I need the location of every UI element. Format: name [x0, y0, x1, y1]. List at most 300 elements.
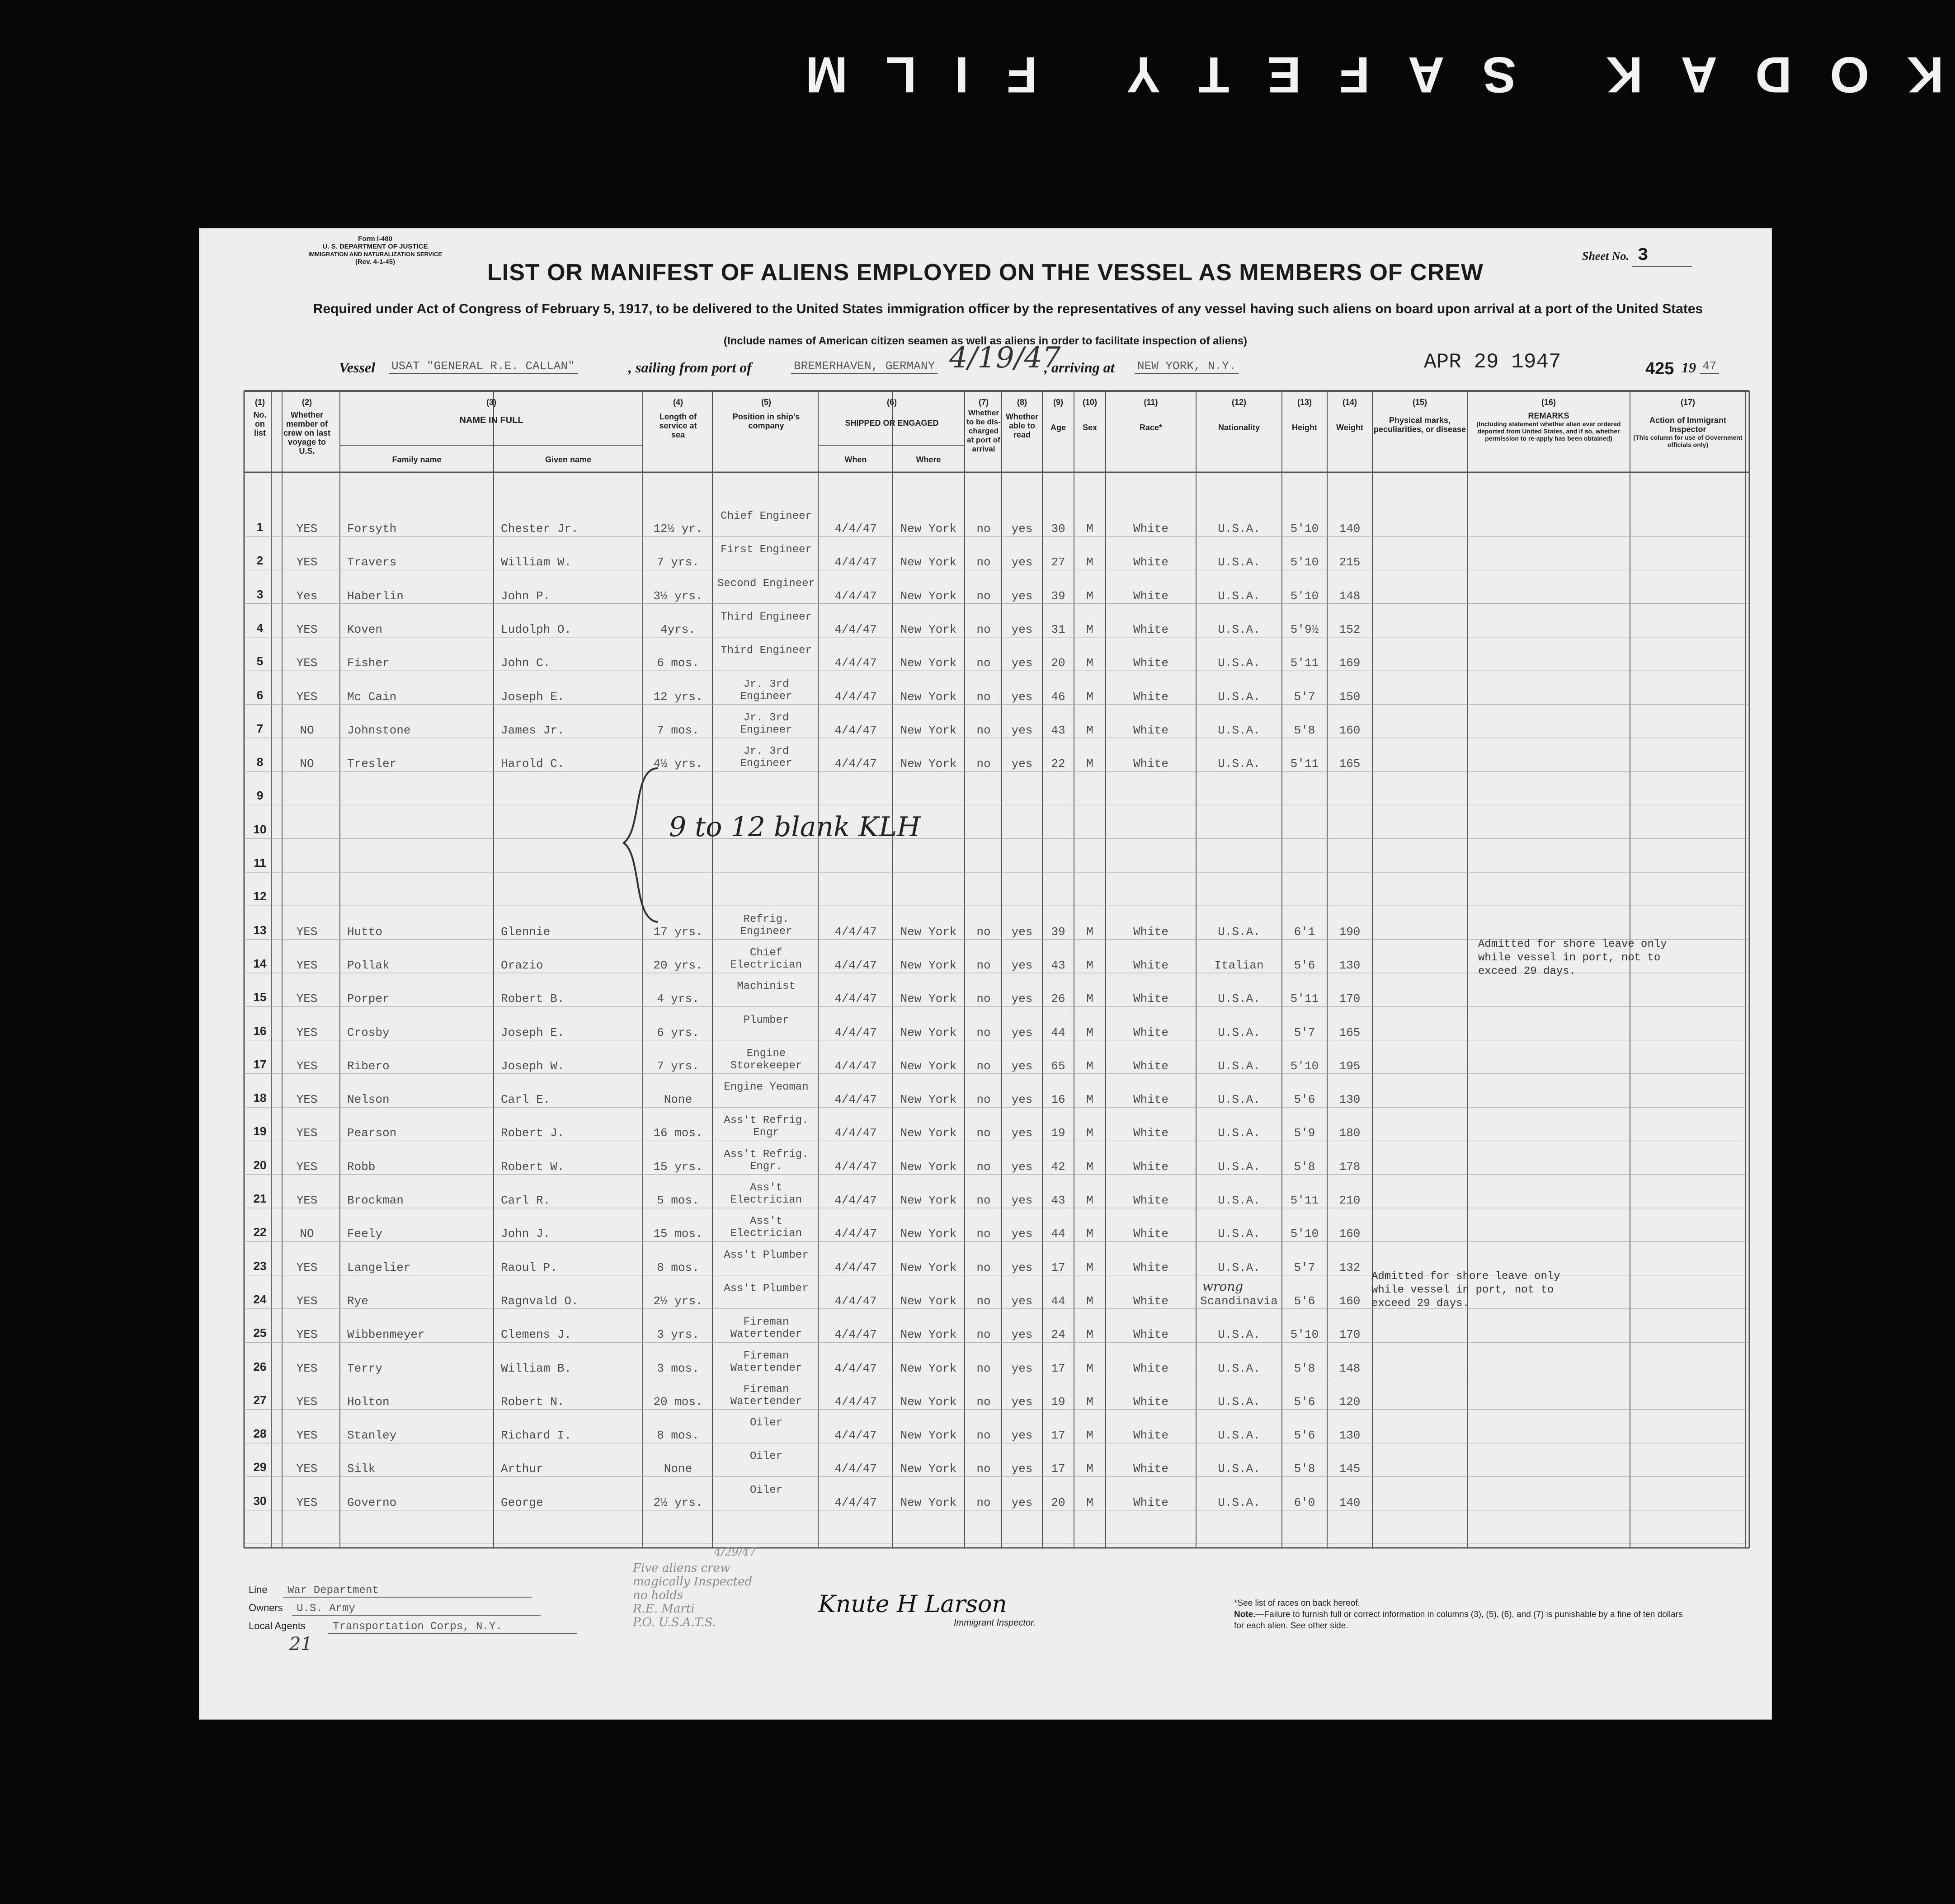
- cell-family: Nelson: [347, 1093, 390, 1107]
- cell-discharged: no: [976, 522, 991, 536]
- cell-when: 4/4/47: [834, 1025, 877, 1039]
- cell-weight: 210: [1339, 1194, 1361, 1207]
- cell-where: New York: [900, 1495, 957, 1509]
- page-number: 425: [1645, 359, 1674, 378]
- cell-weight: 150: [1339, 690, 1361, 704]
- penalty-note: Note.—Failure to furnish full or correct information in columns (3), (5), (6), and (7) is punishable by a fine of ten dollars for each alien. See other side.: [1234, 1610, 1683, 1631]
- cell-position: Plumber: [743, 1014, 789, 1026]
- row-number: 21: [253, 1192, 267, 1205]
- cell-family: Pearson: [347, 1126, 397, 1140]
- cell-crew: YES: [296, 1126, 318, 1140]
- cell-when: 4/4/47: [834, 1495, 877, 1509]
- cell-race: White: [1133, 1093, 1168, 1107]
- cell-discharged: no: [976, 958, 991, 972]
- cell-service: 3 yrs.: [657, 1328, 699, 1342]
- cell-position: Fireman Watertender: [730, 1349, 802, 1374]
- cell-nationality: U.S.A.: [1218, 1160, 1260, 1174]
- cell-given: Robert B.: [501, 992, 565, 1006]
- cell-height: 5'6: [1294, 1093, 1315, 1107]
- cell-height: 5'8: [1294, 1361, 1315, 1375]
- cell-given: Carl E.: [501, 1093, 551, 1107]
- cell-where: New York: [900, 1260, 957, 1274]
- cell-where: New York: [900, 1395, 957, 1409]
- cell-nationality: U.S.A.: [1218, 925, 1260, 939]
- cell-service: 2½ yrs.: [653, 1495, 703, 1509]
- inspector-label: Immigrant Inspector.: [954, 1618, 1036, 1628]
- cell-read: yes: [1011, 1025, 1033, 1039]
- cell-weight: 165: [1339, 757, 1361, 771]
- footer-line: Line War Department: [249, 1584, 532, 1598]
- cell-discharged: no: [976, 622, 991, 636]
- cell-service: 20 yrs.: [653, 958, 703, 972]
- cell-crew: YES: [296, 1429, 318, 1443]
- row-number: 25: [253, 1326, 267, 1340]
- cell-read: yes: [1011, 723, 1033, 737]
- cell-sex: M: [1086, 757, 1093, 771]
- cell-race: White: [1133, 1059, 1168, 1073]
- cell-race: White: [1133, 757, 1168, 771]
- cell-given: John C.: [501, 656, 551, 670]
- cell-position: Ass't Plumber: [724, 1282, 809, 1295]
- cell-crew: NO: [300, 1227, 314, 1241]
- cell-nationality: U.S.A.: [1218, 622, 1260, 636]
- row-number: 29: [253, 1460, 267, 1474]
- cell-family: Travers: [347, 555, 397, 569]
- cell-nationality: U.S.A.: [1218, 1328, 1260, 1342]
- cell-service: 7 yrs.: [657, 1059, 699, 1073]
- cell-given: Ragnvald O.: [501, 1294, 579, 1308]
- cell-weight: 130: [1339, 1429, 1361, 1443]
- cell-sex: M: [1086, 656, 1093, 670]
- cell-given: Arthur: [501, 1462, 543, 1476]
- cell-family: Terry: [347, 1361, 383, 1375]
- cell-nationality: U.S.A.: [1218, 1126, 1260, 1140]
- cell-read: yes: [1011, 925, 1033, 939]
- cell-given: Carl R.: [501, 1194, 551, 1207]
- cell-crew: Yes: [296, 589, 318, 603]
- cell-family: Brockman: [347, 1194, 404, 1207]
- cell-given: William B.: [501, 1361, 572, 1375]
- cell-where: New York: [900, 1025, 957, 1039]
- cell-read: yes: [1011, 1328, 1033, 1342]
- cell-read: yes: [1011, 1227, 1033, 1241]
- cell-sex: M: [1086, 1025, 1093, 1039]
- cell-where: New York: [900, 925, 957, 939]
- blank-rows-note: 9 to 12 blank KLH: [669, 811, 921, 843]
- cell-age: 27: [1051, 555, 1065, 569]
- cell-position: Ass't Refrig. Engr.: [724, 1148, 809, 1173]
- cell-age: 16: [1051, 1093, 1065, 1107]
- cell-age: 17: [1051, 1361, 1065, 1375]
- cell-given: Joseph W.: [501, 1059, 565, 1073]
- form-title: LIST OR MANIFEST OF ALIENS EMPLOYED ON THE VESSEL AS MEMBERS OF CREW: [487, 259, 1484, 286]
- cell-when: 4/4/47: [834, 1227, 877, 1241]
- cell-crew: YES: [296, 1395, 318, 1409]
- row-number: 28: [253, 1427, 267, 1441]
- cell-nationality: U.S.A.: [1218, 1227, 1260, 1241]
- row-number: 26: [253, 1359, 267, 1373]
- cell-nationality: U.S.A.: [1218, 992, 1260, 1006]
- row-number: 27: [253, 1393, 267, 1407]
- cell-position: Second Engineer: [717, 577, 815, 590]
- cell-where: New York: [900, 1462, 957, 1476]
- cell-discharged: no: [976, 1059, 991, 1073]
- cell-height: 5'7: [1294, 1260, 1315, 1274]
- cell-where: New York: [900, 958, 957, 972]
- remark-row-24: Admitted for shore leave only while vessel in port, not to exceed 29 days.: [1371, 1270, 1560, 1310]
- cell-crew: YES: [296, 1260, 318, 1274]
- cell-age: 43: [1051, 723, 1065, 737]
- cell-position: Oiler: [749, 1417, 782, 1429]
- cell-where: New York: [900, 656, 957, 670]
- cell-race: White: [1133, 1260, 1168, 1274]
- row-number: 2: [256, 554, 264, 568]
- cell-service: 3½ yrs.: [653, 589, 703, 603]
- inspector-signature: Knute H Larson: [818, 1591, 1007, 1618]
- cell-crew: YES: [296, 1462, 318, 1476]
- cell-discharged: no: [976, 1025, 991, 1039]
- cell-sex: M: [1086, 589, 1093, 603]
- cell-sex: M: [1086, 1462, 1093, 1476]
- cell-race: White: [1133, 1495, 1168, 1509]
- cell-service: 8 mos.: [657, 1429, 699, 1443]
- cell-family: Mc Cain: [347, 690, 397, 704]
- cell-crew: YES: [296, 690, 318, 704]
- cell-crew: YES: [296, 622, 318, 636]
- cell-given: Joseph E.: [501, 1025, 565, 1039]
- manifest-sheet: [199, 228, 1772, 1720]
- row-number: 14: [253, 956, 267, 970]
- cell-sex: M: [1086, 723, 1093, 737]
- cell-family: Rye: [347, 1294, 368, 1308]
- cell-where: New York: [900, 1361, 957, 1375]
- cell-crew: YES: [296, 522, 318, 536]
- cell-where: New York: [900, 555, 957, 569]
- col-5-header: (5) Position in ship's company: [732, 398, 800, 430]
- cell-age: 65: [1051, 1059, 1065, 1073]
- cell-family: Haberlin: [347, 589, 404, 603]
- cell-service: 5 mos.: [657, 1194, 699, 1207]
- cell-nationality: U.S.A.: [1218, 1093, 1260, 1107]
- cell-when: 4/4/47: [834, 992, 877, 1006]
- cell-given: William W.: [501, 555, 572, 569]
- cell-sex: M: [1086, 1160, 1093, 1174]
- col-13-header: (13) Height: [1292, 398, 1317, 432]
- cell-race: White: [1133, 1395, 1168, 1409]
- cell-sex: M: [1086, 925, 1093, 939]
- cell-when: 4/4/47: [834, 1294, 877, 1308]
- cell-discharged: no: [976, 925, 991, 939]
- cell-when: 4/4/47: [834, 1328, 877, 1342]
- cell-discharged: no: [976, 757, 991, 771]
- cell-height: 5'11: [1290, 992, 1319, 1006]
- cell-nationality: U.S.A.: [1218, 555, 1260, 569]
- cell-when: 4/4/47: [834, 1059, 877, 1073]
- cell-position: Chief Electrician: [730, 946, 802, 971]
- cell-position: Chief Engineer: [721, 510, 812, 522]
- row-number: 30: [253, 1494, 267, 1508]
- cell-sex: M: [1086, 1328, 1093, 1342]
- shipped-when-header: When: [844, 455, 867, 464]
- cell-read: yes: [1011, 656, 1033, 670]
- cell-discharged: no: [976, 1495, 991, 1509]
- row-number: 22: [253, 1225, 267, 1239]
- cell-height: 5'11: [1290, 757, 1319, 771]
- col-9-header: (9) Age: [1050, 398, 1066, 432]
- handwritten-date: 4/19/47: [949, 341, 1061, 375]
- pencil-inspection-note: Five aliens crew magically Inspected no holds R.E. Marti P.O. U.S.A.T.S.: [633, 1561, 753, 1629]
- row-number: 15: [253, 990, 267, 1004]
- cell-race: White: [1133, 1126, 1168, 1140]
- cell-weight: 165: [1339, 1025, 1361, 1039]
- cell-given: Robert N.: [501, 1395, 565, 1409]
- cell-nationality: U.S.A.: [1218, 690, 1260, 704]
- cell-crew: YES: [296, 1328, 318, 1342]
- pencil-date: 4/29/47: [714, 1546, 756, 1558]
- cell-height: 5'9: [1294, 1126, 1315, 1140]
- cell-discharged: no: [976, 690, 991, 704]
- cell-family: Governo: [347, 1495, 397, 1509]
- cell-discharged: no: [976, 656, 991, 670]
- cell-position: Oiler: [749, 1484, 782, 1496]
- cell-race: White: [1133, 656, 1168, 670]
- cell-where: New York: [900, 1059, 957, 1073]
- cell-height: 5'6: [1294, 1395, 1315, 1409]
- cell-family: Hutto: [347, 925, 383, 939]
- cell-position: Jr. 3rd Engineer: [740, 678, 792, 703]
- cell-weight: 215: [1339, 555, 1361, 569]
- col-1-header: (1) No. on list: [253, 398, 267, 437]
- cell-service: 20 mos.: [653, 1395, 703, 1409]
- cell-read: yes: [1011, 1126, 1033, 1140]
- cell-service: 12 yrs.: [653, 690, 703, 704]
- vessel-line: Vessel USAT "GENERAL R.E. CALLAN" , sailing from port of BREMERHAVEN, GERMANY , arriving at NEW YORK, N.Y. 19 47: [339, 354, 1758, 381]
- cell-height: 5'6: [1294, 1294, 1315, 1308]
- form-identifier: Form I-480 U. S. DEPARTMENT OF JUSTICE IMMIGRATION AND NATURALIZATION SERVICE (Rev. 4-1-45): [308, 235, 443, 266]
- cell-height: 5'6: [1294, 958, 1315, 972]
- sailing-port: BREMERHAVEN, GERMANY: [791, 359, 937, 374]
- cell-discharged: no: [976, 1160, 991, 1174]
- col-3-header: (3) NAME IN FULL: [459, 398, 523, 425]
- cell-where: New York: [900, 522, 957, 536]
- col-4-header: (4) Length of service at sea: [659, 398, 697, 439]
- cell-read: yes: [1011, 522, 1033, 536]
- cell-discharged: no: [976, 1194, 991, 1207]
- cell-read: yes: [1011, 555, 1033, 569]
- cell-crew: YES: [296, 1495, 318, 1509]
- cell-race: White: [1133, 690, 1168, 704]
- cell-discharged: no: [976, 1462, 991, 1476]
- cell-weight: 148: [1339, 589, 1361, 603]
- cell-discharged: no: [976, 1126, 991, 1140]
- cell-service: None: [664, 1462, 692, 1476]
- cell-nationality: U.S.A.: [1218, 1462, 1260, 1476]
- cell-position: Third Engineer: [721, 644, 812, 657]
- cell-discharged: no: [976, 1227, 991, 1241]
- col-12-header: (12) Nationality: [1218, 398, 1260, 432]
- cell-sex: M: [1086, 1227, 1093, 1241]
- col-10-header: (10) Sex: [1082, 398, 1098, 432]
- cell-service: 7 mos.: [657, 723, 699, 737]
- cell-height: 5'8: [1294, 723, 1315, 737]
- cell-race: White: [1133, 555, 1168, 569]
- cell-weight: 152: [1339, 622, 1361, 636]
- cell-when: 4/4/47: [834, 1260, 877, 1274]
- cell-height: 5'10: [1290, 1059, 1319, 1073]
- cell-where: New York: [900, 1294, 957, 1308]
- cell-service: 4½ yrs.: [653, 757, 703, 771]
- cell-nationality: U.S.A.: [1218, 589, 1260, 603]
- row-number: 11: [254, 856, 266, 870]
- cell-family: Feely: [347, 1227, 383, 1241]
- cell-where: New York: [900, 589, 957, 603]
- cell-discharged: no: [976, 589, 991, 603]
- cell-discharged: no: [976, 1260, 991, 1274]
- col-11-header: (11) Race*: [1139, 398, 1163, 432]
- cell-age: 46: [1051, 690, 1065, 704]
- cell-sex: M: [1086, 1429, 1093, 1443]
- cell-age: 39: [1051, 925, 1065, 939]
- cell-when: 4/4/47: [834, 723, 877, 737]
- cell-when: 4/4/47: [834, 656, 877, 670]
- cell-when: 4/4/47: [834, 1093, 877, 1107]
- cell-height: 5'11: [1290, 656, 1319, 670]
- cell-family: Tresler: [347, 757, 397, 771]
- cell-crew: YES: [296, 1361, 318, 1375]
- cell-sex: M: [1086, 1495, 1093, 1509]
- cell-sex: M: [1086, 522, 1093, 536]
- cell-height: 5'10: [1290, 1328, 1319, 1342]
- cell-age: 44: [1051, 1227, 1065, 1241]
- cell-crew: YES: [296, 1025, 318, 1039]
- cell-given: James Jr.: [501, 723, 565, 737]
- cell-weight: 120: [1339, 1395, 1361, 1409]
- cell-family: Holton: [347, 1395, 390, 1409]
- cell-race: White: [1133, 522, 1168, 536]
- cell-family: Silk: [347, 1462, 376, 1476]
- cell-given: Robert W.: [501, 1160, 565, 1174]
- cell-age: 17: [1051, 1462, 1065, 1476]
- cell-crew: YES: [296, 958, 318, 972]
- cell-service: 6 mos.: [657, 656, 699, 670]
- cell-age: 17: [1051, 1429, 1065, 1443]
- cell-read: yes: [1011, 1462, 1033, 1476]
- cell-service: 7 yrs.: [657, 555, 699, 569]
- cell-race: White: [1133, 1328, 1168, 1342]
- row-number: 8: [256, 755, 264, 769]
- cell-family: Forsyth: [347, 522, 397, 536]
- cell-sex: M: [1086, 1126, 1093, 1140]
- cell-when: 4/4/47: [834, 522, 877, 536]
- cell-nationality: U.S.A.: [1218, 522, 1260, 536]
- cell-age: 44: [1051, 1294, 1065, 1308]
- cell-height: 5'7: [1294, 1025, 1315, 1039]
- cell-sex: M: [1086, 1294, 1093, 1308]
- row-number: 6: [256, 688, 264, 702]
- col-17-header: (17) Action of Immigrant Inspector (This column for use of Government officials only): [1633, 398, 1743, 448]
- cell-crew: YES: [296, 1059, 318, 1073]
- cell-family: Ribero: [347, 1059, 390, 1073]
- cell-where: New York: [900, 690, 957, 704]
- col-7-header: (7) Whether to be dis-charged at port of arrival: [966, 398, 1001, 453]
- cell-age: 31: [1051, 622, 1065, 636]
- cell-age: 22: [1051, 757, 1065, 771]
- cell-given: John P.: [501, 589, 551, 603]
- cell-height: 5'7: [1294, 690, 1315, 704]
- cell-when: 4/4/47: [834, 622, 877, 636]
- sheet-number: Sheet No. 3: [1582, 245, 1692, 267]
- cell-service: 12½ yr.: [653, 522, 703, 536]
- cell-sex: M: [1086, 690, 1093, 704]
- cell-age: 26: [1051, 992, 1065, 1006]
- cell-sex: M: [1086, 1093, 1093, 1107]
- cell-race: White: [1133, 1294, 1168, 1308]
- cell-position: Third Engineer: [721, 611, 812, 623]
- form-instruction: (Include names of American citizen seamen as well as aliens in order to facilitate inspection of aliens): [723, 335, 1248, 347]
- cell-race: White: [1133, 958, 1168, 972]
- cell-age: 44: [1051, 1025, 1065, 1039]
- cell-read: yes: [1011, 757, 1033, 771]
- cell-position: Fireman Watertender: [730, 1383, 802, 1408]
- cell-read: yes: [1011, 622, 1033, 636]
- cell-age: 30: [1051, 522, 1065, 536]
- cell-when: 4/4/47: [834, 589, 877, 603]
- cell-height: 6'1: [1294, 925, 1315, 939]
- cell-weight: 160: [1339, 1294, 1361, 1308]
- cell-position: Ass't Electrician: [730, 1215, 802, 1240]
- cell-age: 43: [1051, 958, 1065, 972]
- cell-race: White: [1133, 1025, 1168, 1039]
- cell-where: New York: [900, 1093, 957, 1107]
- cell-when: 4/4/47: [834, 555, 877, 569]
- row-number: 16: [253, 1024, 267, 1038]
- cell-race: White: [1133, 992, 1168, 1006]
- cell-discharged: no: [976, 1328, 991, 1342]
- cell-sex: M: [1086, 555, 1093, 569]
- shipped-where-header: Where: [916, 455, 941, 464]
- cell-race: White: [1133, 1227, 1168, 1241]
- cell-family: Robb: [347, 1160, 376, 1174]
- cell-read: yes: [1011, 1093, 1033, 1107]
- cell-age: 20: [1051, 656, 1065, 670]
- cell-age: 19: [1051, 1395, 1065, 1409]
- family-name-header: Family name: [392, 455, 442, 464]
- cell-crew: NO: [300, 757, 314, 771]
- cell-weight: 170: [1339, 992, 1361, 1006]
- cell-crew: YES: [296, 925, 318, 939]
- cell-crew: YES: [296, 1093, 318, 1107]
- given-name-header: Given name: [545, 455, 592, 464]
- cell-age: 42: [1051, 1160, 1065, 1174]
- cell-service: 17 yrs.: [653, 925, 703, 939]
- cell-nationality: U.S.A.: [1218, 723, 1260, 737]
- cell-position: Ass't Electrician: [730, 1182, 802, 1206]
- cell-sex: M: [1086, 622, 1093, 636]
- cell-race: White: [1133, 925, 1168, 939]
- cell-family: Johnstone: [347, 723, 411, 737]
- cell-given: Joseph E.: [501, 690, 565, 704]
- col-15-header: (15) Physical marks, peculiarities, or disease: [1373, 398, 1466, 434]
- cell-nationality: U.S.A.: [1218, 1059, 1260, 1073]
- cell-nationality: U.S.A.: [1218, 656, 1260, 670]
- cell-read: yes: [1011, 1495, 1033, 1509]
- cell-read: yes: [1011, 1429, 1033, 1443]
- cell-when: 4/4/47: [834, 1160, 877, 1174]
- cell-age: 39: [1051, 589, 1065, 603]
- blank-rows-brace: [615, 766, 664, 924]
- cell-height: 5'10: [1290, 522, 1319, 536]
- cell-read: yes: [1011, 1194, 1033, 1207]
